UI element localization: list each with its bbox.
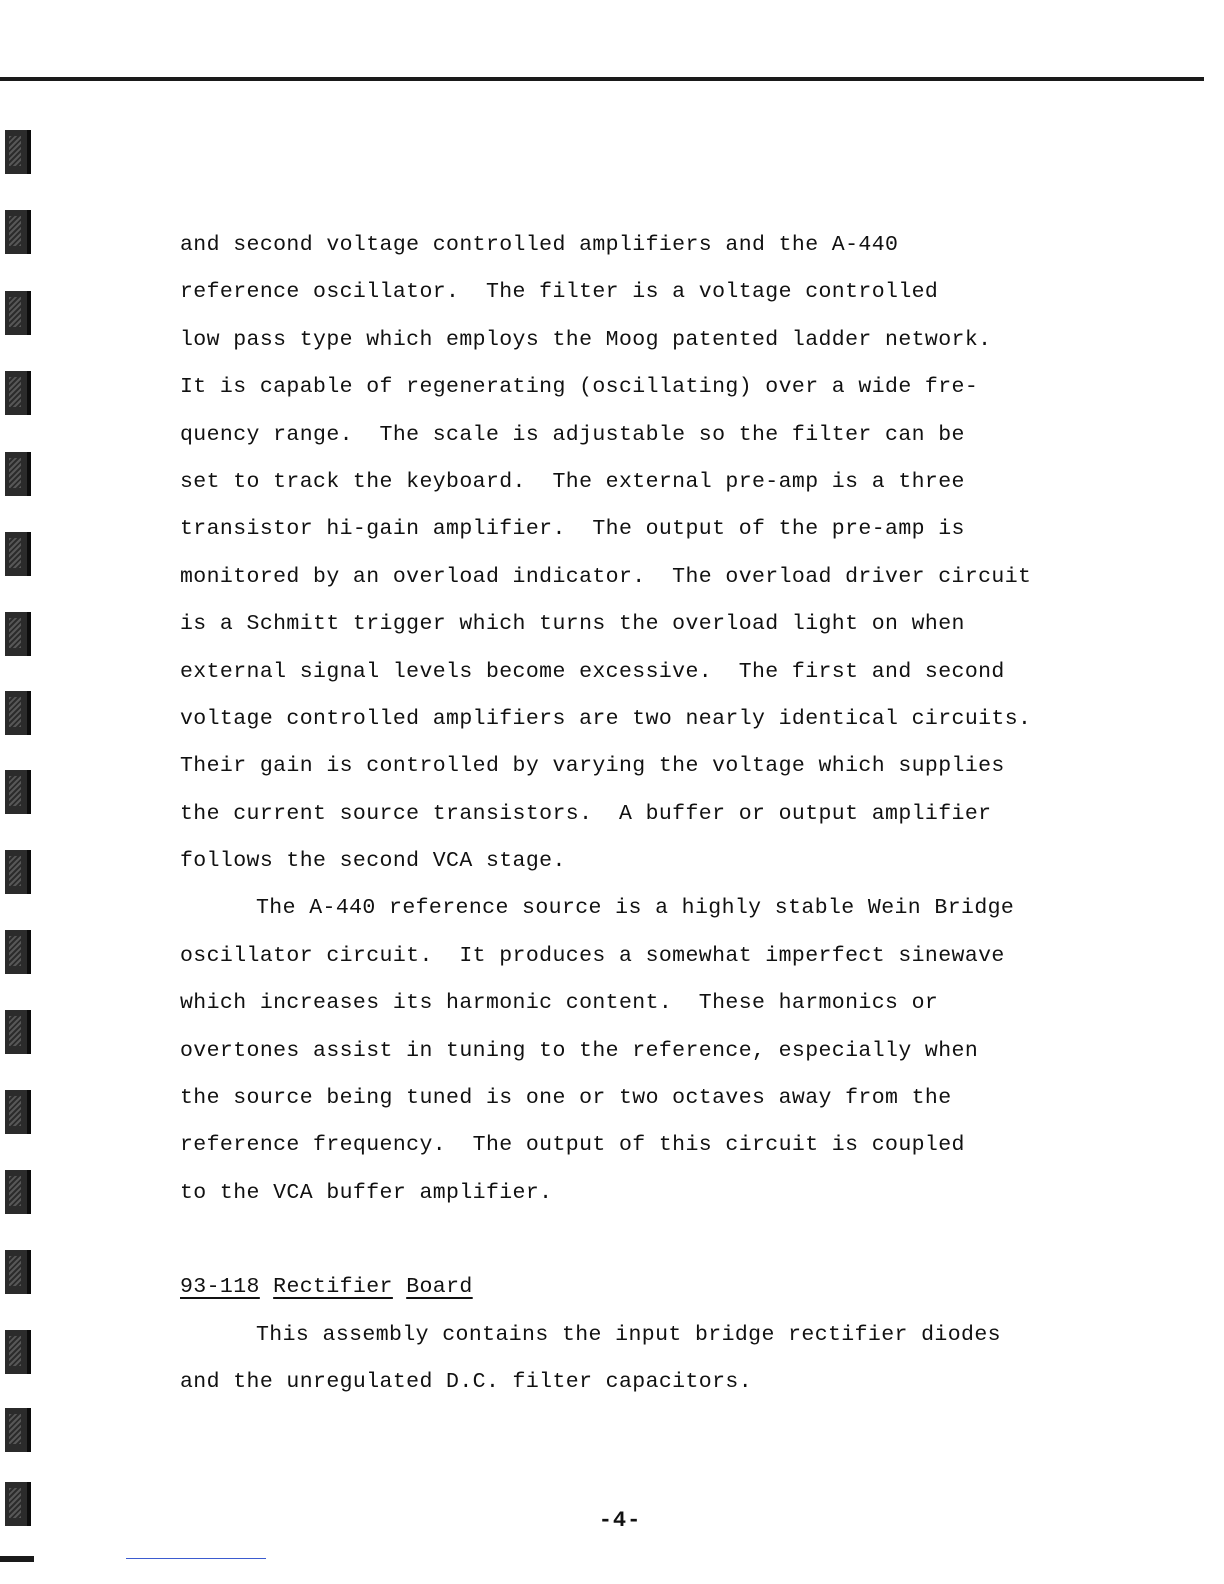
binding-hole [5,1250,31,1294]
paragraph-rectifier-board [180,1312,1140,1407]
text-line: oscillator circuit. It produces a somewhat imperfect sinewave [180,943,1005,968]
text-line: reference oscillator. The filter is a voltage controlled [180,280,939,305]
binding-hole [5,452,31,496]
text-line: Their gain is controlled by varying the voltage which supplies [180,754,1005,779]
text-line: and second voltage controlled amplifiers and the A-440 [180,233,899,257]
text-line: and the unregulated D.C. filter capacitors. [180,1369,752,1394]
text-line: voltage controlled amplifiers are two nearly identical circuits. [180,706,1032,731]
binding-hole [5,770,31,814]
binding-hole [5,1330,31,1374]
text-line: reference frequency. The output of this circuit is coupled [180,1133,965,1158]
text-line: to the VCA buffer amplifier. [180,1180,553,1205]
binding-hole [5,1090,31,1134]
text-line: external signal levels become excessive. The first and second [180,659,1005,684]
binding-hole [5,1408,31,1452]
text-line: set to track the keyboard. The external pre-amp is a three [180,469,965,494]
binding-hole [5,210,31,254]
page-body [180,222,1140,1406]
binding-hole [5,291,31,335]
paragraph-a440-reference [180,885,1140,1217]
binding-hole [5,532,31,576]
text-line: low pass type which employs the Moog patented ladder network. [180,327,992,352]
heading-part: 93-118 [180,1275,260,1300]
text-line: quency range. The scale is adjustable so the filter can be [180,422,965,447]
text-line: follows the second VCA stage. [180,849,566,874]
binding-hole [5,850,31,894]
text-line: the current source transistors. A buffer or output amplifier [180,801,992,826]
edge-mark [0,1556,34,1562]
binding-hole [5,691,31,735]
text-line: transistor hi-gain amplifier. The output of the pre-amp is [180,517,965,542]
top-rule [0,77,1204,81]
binding-hole [5,1170,31,1214]
binding-hole [5,130,31,174]
binding-holes [0,125,40,1584]
binding-hole [5,930,31,974]
text-line: This assembly contains the input bridge rectifier diodes [256,1322,1001,1347]
text-line: is a Schmitt trigger which turns the overload light on when [180,612,965,637]
heading-part: Rectifier [273,1275,393,1300]
section-heading [180,1264,1140,1311]
text-line: the source being tuned is one or two octaves away from the [180,1086,952,1111]
footer-rule [126,1558,266,1559]
text-line: It is capable of regenerating (oscillating) over a wide fre- [180,375,979,400]
text-line: The A-440 reference source is a highly stable Wein Bridge [256,896,1015,921]
text-line: overtones assist in tuning to the reference, especially when [180,1038,979,1063]
paragraph-vca-filter [180,222,1140,885]
binding-hole [5,612,31,656]
text-line: which increases its harmonic content. These harmonics or [180,991,939,1016]
text-line: monitored by an overload indicator. The overload driver circuit [180,564,1032,589]
binding-hole [5,1010,31,1054]
heading-part: Board [406,1275,473,1300]
binding-hole [5,371,31,415]
page-number: -4- [598,1508,642,1533]
